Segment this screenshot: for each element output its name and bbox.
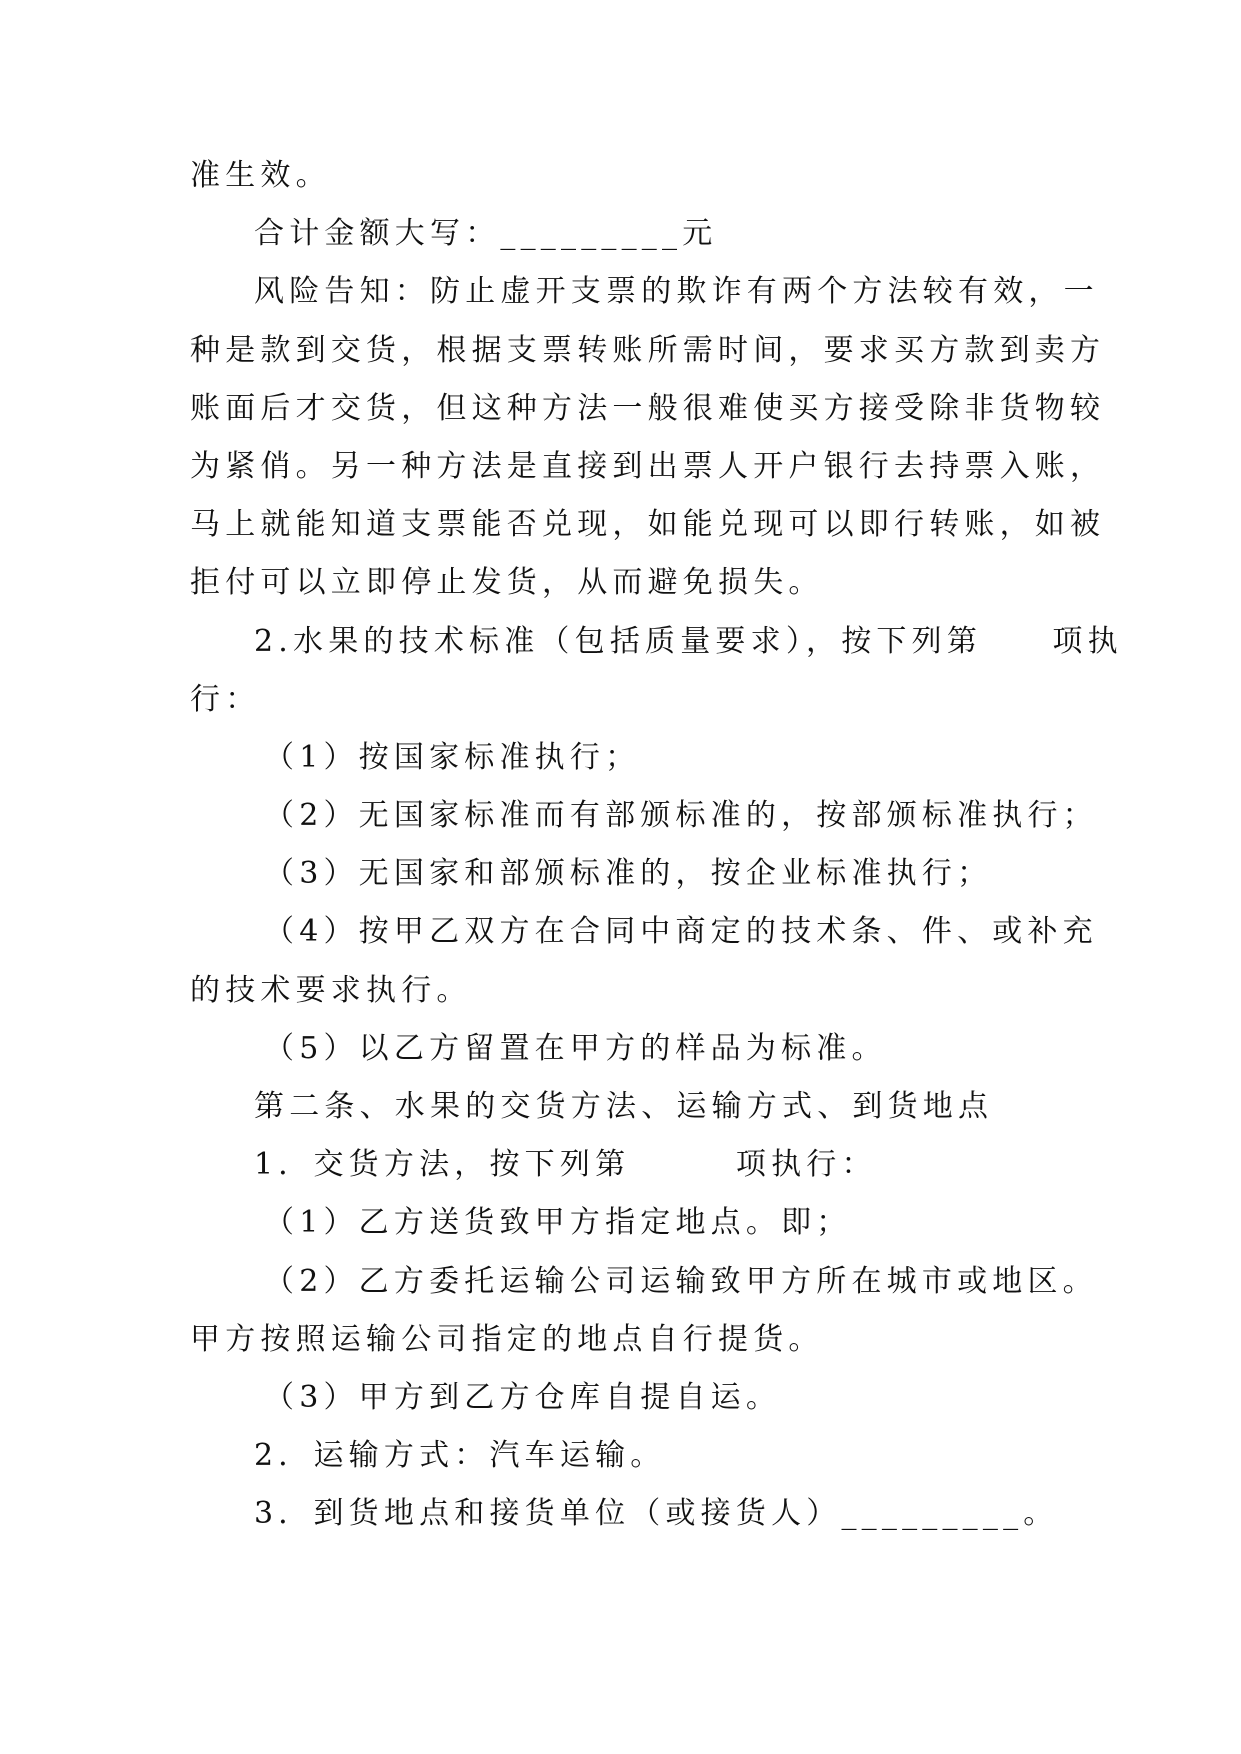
text-line: （2）无国家标准而有部颁标准的，按部颁标准执行； (264, 798, 1098, 834)
text-line: 风险告知：防止虚开支票的欺诈有两个方法较有效，一 (254, 274, 1099, 310)
text-line: （3）甲方到乙方仓库自提自运。 (264, 1379, 782, 1415)
text-line: 为紧俏。另一种方法是直接到出票人开户银行去持票入账， (190, 448, 1106, 484)
text-line: 的技术要求执行。 (190, 972, 472, 1008)
text-line: （5）以乙方留置在甲方的样品为标准。 (264, 1030, 887, 1066)
text-line: 2．运输方式：汽车运输。 (254, 1438, 666, 1474)
text-line: 2.水果的技术标准（包括质量要求），按下列第 项执 (254, 623, 1123, 659)
text-line: 合计金额大写：_________元 (254, 216, 718, 252)
text-line: 账面后才交货，但这种方法一般很难使买方接受除非货物较 (190, 390, 1106, 426)
text-line: （3）无国家和部颁标准的，按企业标准执行； (264, 856, 993, 892)
text-line: 1．交货方法，按下列第 项执行： (254, 1147, 877, 1183)
document-body (190, 147, 1123, 1544)
text-line: 3．到货地点和接货单位（或接货人）_________。 (254, 1496, 1059, 1532)
text-line: 种是款到交货，根据支票转账所需时间，要求买方款到卖方 (190, 332, 1106, 368)
text-line: （1）乙方送货致甲方指定地点。即； (264, 1205, 852, 1241)
text-line: （1）按国家标准执行； (264, 739, 641, 775)
text-line: 第二条、水果的交货方法、运输方式、到货地点 (254, 1089, 994, 1124)
text-line: 行： (190, 681, 261, 717)
text-line: 准生效。 (190, 158, 331, 193)
text-line: （2）乙方委托运输公司运输致甲方所在城市或地区。 (264, 1263, 1098, 1299)
text-line: 甲方按照运输公司指定的地点自行提货。 (190, 1321, 824, 1357)
text-line: （4）按甲乙双方在合同中商定的技术条、件、或补充 (264, 914, 1098, 950)
text-line: 马上就能知道支票能否兑现，如能兑现可以即行转账，如被 (190, 507, 1106, 543)
text-line: 拒付可以立即停止发货，从而避免损失。 (190, 565, 824, 601)
